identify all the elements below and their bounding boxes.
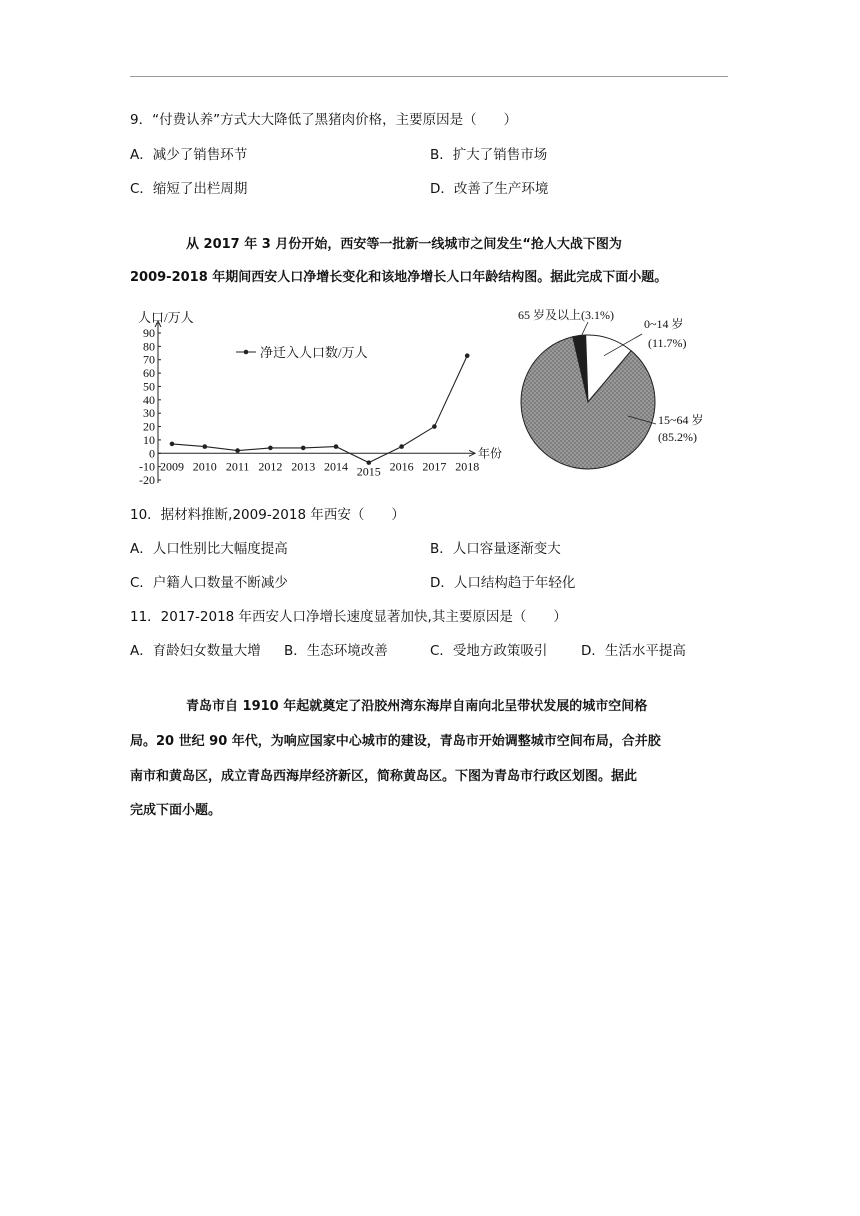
data-point — [465, 353, 470, 358]
y-tick-label: 0 — [149, 446, 155, 461]
y-tick-label: 70 — [143, 352, 155, 367]
y-tick-label: 30 — [143, 406, 155, 421]
q11-option-c: C．受地方政策吸引 — [430, 643, 548, 659]
x-tick-label: 2016 — [389, 459, 414, 474]
q9-option-c: C．缩短了出栏周期 — [130, 181, 248, 197]
pie-label-65plus: 65 岁及以上(3.1%) — [518, 308, 614, 322]
y-axis-label: 人口/万人 — [138, 310, 194, 325]
x-tick-label: 2017 — [422, 459, 447, 474]
q9-option-b: B．扩大了销售市场 — [430, 147, 548, 163]
material2-line2: 局。20 世纪 90 年代，为响应国家中心城市的建设，青岛市开始调整城市空间布局，合并胶 — [130, 734, 661, 749]
y-tick-label: 60 — [143, 366, 155, 381]
data-point — [301, 446, 306, 451]
y-tick-label: -20 — [139, 473, 155, 487]
y-tick-label: 90 — [143, 326, 155, 340]
x-tick-label: 2009 — [160, 459, 184, 474]
x-tick-label: 2015 — [356, 464, 381, 479]
q10-option-c: C．户籍人口数量不断减少 — [130, 575, 288, 591]
y-tick-label: 10 — [143, 432, 155, 447]
x-tick-label: 2018 — [455, 459, 480, 474]
data-point — [399, 444, 404, 449]
x-tick-label: 2011 — [225, 459, 250, 474]
data-point — [268, 446, 273, 451]
q9-stem: 9．“付费认养”方式大大降低了黑猪肉价格，主要原因是（ ） — [130, 112, 518, 128]
data-point — [432, 424, 437, 429]
x-axis-label: 年份 — [478, 446, 503, 461]
x-tick-label: 2010 — [192, 459, 217, 474]
q11-option-b: B．生态环境改善 — [284, 643, 388, 659]
pie-label-15-64: 15~64 岁 — [658, 413, 704, 427]
q11-option-a: A．育龄妇女数量大增 — [130, 643, 261, 659]
y-tick-label: 50 — [143, 379, 155, 394]
pie-label-0-14-pct: (11.7%) — [648, 336, 687, 350]
legend-marker — [244, 350, 249, 355]
q9-option-a: A．减少了销售环节 — [130, 147, 248, 163]
pie-label-0-14: 0~14 岁 — [644, 317, 684, 331]
legend-label: 净迁入人口数/万人 — [260, 345, 368, 360]
data-point — [334, 444, 339, 449]
pie-label-15-64-pct: (85.2%) — [658, 430, 697, 444]
x-tick-label: 2013 — [291, 459, 316, 474]
y-tick-label: 40 — [143, 392, 155, 407]
pie-chart — [510, 302, 740, 487]
y-tick-label: -10 — [139, 459, 155, 474]
y-tick-label: 20 — [143, 419, 155, 434]
material2-line1: 青岛市自 1910 年起就奠定了沿胶州湾东海岸自南向北呈带状发展的城市空间格 — [186, 699, 648, 714]
line-chart — [130, 303, 510, 493]
y-tick-label: 80 — [143, 339, 155, 354]
series-line — [172, 356, 467, 463]
q10-option-b: B．人口容量逐渐变大 — [430, 541, 561, 557]
material2-line3: 南市和黄岛区，成立青岛西海岸经济新区，简称黄岛区。下图为青岛市行政区划图。据此 — [130, 769, 638, 784]
material1-line2: 2009-2018 年期间西安人口净增长变化和该地净增长人口年龄结构图。据此完成下面小题。 — [130, 270, 668, 285]
q11-option-d: D．生活水平提高 — [581, 643, 686, 659]
x-tick-label: 2012 — [258, 459, 283, 474]
material2-line4: 完成下面小题。 — [130, 803, 222, 818]
q10-stem: 10．据材料推断,2009-2018 年西安（ ） — [130, 507, 405, 523]
data-point — [235, 448, 240, 453]
q9-option-d: D．改善了生产环境 — [430, 181, 549, 197]
material1-line1: 从 2017 年 3 月份开始，西安等一批新一线城市之间发生“抢人大战下图为 — [186, 237, 622, 252]
q11-stem: 11．2017-2018 年西安人口净增长速度显著加快,其主要原因是（ ） — [130, 609, 567, 625]
q10-option-d: D．人口结构趋于年轻化 — [430, 575, 576, 591]
q10-option-a: A．人口性别比大幅度提高 — [130, 541, 288, 557]
data-point — [203, 444, 208, 449]
header-rule — [130, 76, 728, 77]
x-tick-label: 2014 — [324, 459, 348, 474]
data-point — [170, 442, 175, 447]
